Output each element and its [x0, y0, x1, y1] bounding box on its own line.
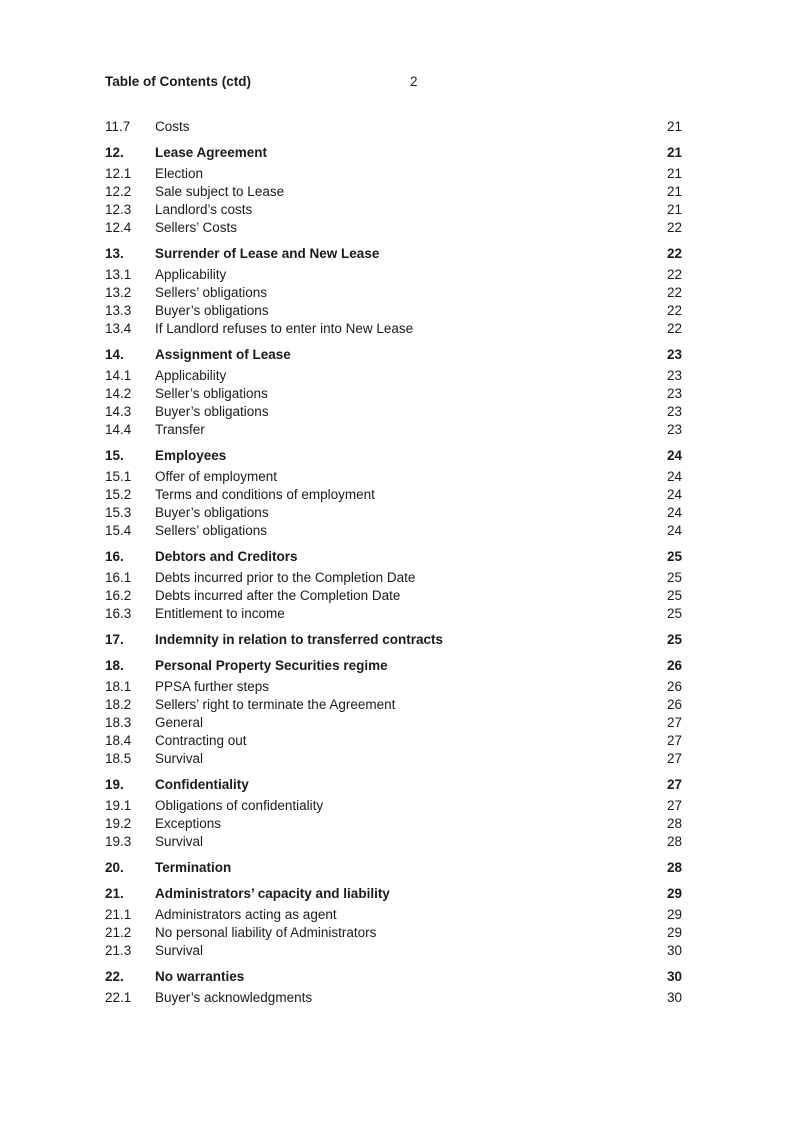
toc-entry [105, 266, 682, 284]
toc-entry-number: 18.4 [105, 733, 132, 748]
toc-section-heading [105, 657, 682, 675]
toc-entry-page: 28 [666, 816, 682, 831]
toc-entry [105, 468, 682, 486]
toc-entry-title: Seller’s obligations [155, 386, 268, 401]
toc-entry-title: No warranties [155, 969, 245, 984]
toc-entry-title: Debts incurred prior to the Completion Date [155, 570, 416, 585]
toc-entry-number: 21.2 [105, 925, 132, 940]
toc-entry [105, 367, 682, 385]
toc-entry [105, 118, 682, 136]
toc-entry-page: 21 [666, 166, 682, 181]
toc-entry-page: 22 [666, 267, 682, 282]
toc-entry-number: 14.3 [105, 404, 132, 419]
toc-entry-page: 22 [666, 285, 682, 300]
toc-entry-title: Sellers’ obligations [155, 523, 268, 538]
toc-section-heading [105, 631, 682, 649]
toc-entry-title: If Landlord refuses to enter into New Lease [155, 321, 414, 336]
toc-section-heading [105, 548, 682, 566]
toc-entry [105, 797, 682, 815]
toc-entry-title: Sellers’ right to terminate the Agreement [155, 697, 396, 712]
toc-entry-title: Entitlement to income [155, 606, 285, 621]
toc-entry-number: 19.1 [105, 798, 132, 813]
toc-entry-title: No personal liability of Administrators [155, 925, 377, 940]
toc-entry-number: 15.4 [105, 523, 132, 538]
toc-entry-number: 11.7 [105, 119, 131, 134]
toc-entry-title: Survival [155, 943, 204, 958]
toc-entry-number: 17. [105, 632, 124, 647]
toc-entry-number: 18.1 [105, 679, 132, 694]
toc-entry-page: 30 [666, 969, 682, 984]
toc-entry-title: Sellers’ obligations [155, 285, 268, 300]
toc-entry-number: 13.1 [105, 267, 132, 282]
toc-entry [105, 504, 682, 522]
toc-entry-page: 23 [666, 368, 682, 383]
toc-entry-title: Applicability [155, 267, 227, 282]
toc-entry-title: Buyer’s obligations [155, 505, 269, 520]
toc-section-heading [105, 968, 682, 986]
toc-entry [105, 320, 682, 338]
toc-entry-number: 13.4 [105, 321, 132, 336]
toc-entry-title: Debtors and Creditors [155, 549, 298, 564]
toc-entry-page: 21 [666, 202, 682, 217]
toc-entry-number: 18.5 [105, 751, 132, 766]
toc-entry-number: 18.3 [105, 715, 132, 730]
toc-entry-number: 13.2 [105, 285, 132, 300]
toc-entry [105, 815, 682, 833]
toc-entry [105, 183, 682, 201]
toc-entry-page: 25 [666, 588, 682, 603]
toc-entry-title: Debts incurred after the Completion Date [155, 588, 401, 603]
toc-entry-title: Employees [155, 448, 227, 463]
toc-entry-title: Terms and conditions of employment [155, 487, 375, 502]
toc-entry-title: Landlord’s costs [155, 202, 253, 217]
toc-entry-title: Lease Agreement [155, 145, 268, 160]
toc-entry [105, 833, 682, 851]
toc-entry [105, 696, 682, 714]
toc-entry-number: 12.2 [105, 184, 132, 199]
toc-entry-title: Survival [155, 751, 204, 766]
toc-entry-number: 14.1 [105, 368, 132, 383]
toc-entry [105, 924, 682, 942]
toc-entry-number: 21.1 [105, 907, 132, 922]
toc-entry [105, 989, 682, 1007]
toc-entry-page: 21 [666, 145, 682, 160]
toc-entry-number: 12.1 [105, 166, 132, 181]
toc-entry-page: 24 [666, 448, 682, 463]
toc-entry-number: 19.2 [105, 816, 132, 831]
toc-entry-title: Offer of employment [155, 469, 278, 484]
toc-section-heading [105, 859, 682, 877]
toc-entry-number: 19.3 [105, 834, 132, 849]
toc-entry-page: 26 [666, 697, 682, 712]
toc-entry-number: 16.1 [105, 570, 132, 585]
toc-entry-title: Personal Property Securities regime [155, 658, 388, 673]
toc-entry-title: Survival [155, 834, 204, 849]
toc-entry [105, 714, 682, 732]
toc-entry-number: 12. [105, 145, 124, 160]
toc-entry-title: Sale subject to Lease [155, 184, 285, 199]
toc-entry-page: 22 [666, 220, 682, 235]
toc-entry-title: Sellers’ Costs [155, 220, 238, 235]
toc-entry-page: 28 [666, 860, 682, 875]
toc-entry-title: Confidentiality [155, 777, 249, 792]
toc-entry [105, 486, 682, 504]
toc-entry-number: 19. [105, 777, 124, 792]
toc-entry-page: 23 [666, 347, 682, 362]
toc-entry-title: Election [155, 166, 204, 181]
toc-entry-page: 27 [666, 777, 682, 792]
toc-entry-number: 12.4 [105, 220, 132, 235]
toc-entry-title: Assignment of Lease [155, 347, 291, 362]
toc-section-heading [105, 346, 682, 364]
toc-entry-title: Transfer [155, 422, 205, 437]
toc-entry-page: 28 [666, 834, 682, 849]
toc-section-heading [105, 447, 682, 465]
toc-entry-title: Buyer’s obligations [155, 303, 269, 318]
toc-entry-page: 23 [666, 386, 682, 401]
toc-entry-page: 24 [666, 469, 682, 484]
toc-entry-number: 14.4 [105, 422, 132, 437]
toc-entry-page: 24 [666, 505, 682, 520]
toc-entry-page: 26 [666, 679, 682, 694]
toc-entry [105, 421, 682, 439]
toc-entry-title: Surrender of Lease and New Lease [155, 246, 380, 261]
toc-entry [105, 750, 682, 768]
toc-entry-title: Applicability [155, 368, 227, 383]
toc-entry-number: 21.3 [105, 943, 132, 958]
toc-entry-page: 30 [666, 990, 682, 1005]
toc-entry [105, 403, 682, 421]
toc-entry-number: 14.2 [105, 386, 132, 401]
toc-entry-page: 22 [666, 246, 682, 261]
toc-entry-number: 22. [105, 969, 124, 984]
toc-entry-number: 15.1 [105, 469, 132, 484]
toc-entry-title: Administrators’ capacity and liability [155, 886, 390, 901]
toc-entry-title: Buyer’s obligations [155, 404, 269, 419]
toc-entry-title: PPSA further steps [155, 679, 270, 694]
toc-entry [105, 284, 682, 302]
toc-entry-page: 29 [666, 886, 682, 901]
toc-list [105, 118, 682, 1007]
toc-entry-page: 23 [666, 422, 682, 437]
toc-section-heading [105, 144, 682, 162]
toc-entry-title: Termination [155, 860, 232, 875]
toc-entry [105, 201, 682, 219]
toc-entry-number: 18. [105, 658, 124, 673]
toc-entry-title: Obligations of confidentiality [155, 798, 324, 813]
toc-entry-number: 13.3 [105, 303, 132, 318]
toc-entry-page: 30 [666, 943, 682, 958]
toc-entry-number: 14. [105, 347, 124, 362]
toc-entry [105, 732, 682, 750]
toc-entry [105, 569, 682, 587]
toc-entry-page: 24 [666, 487, 682, 502]
toc-entry [105, 678, 682, 696]
toc-entry-page: 27 [666, 733, 682, 748]
toc-entry-page: 22 [666, 303, 682, 318]
toc-entry-title: Administrators acting as agent [155, 907, 337, 922]
toc-entry-page: 21 [666, 184, 682, 199]
toc-entry-page: 25 [666, 632, 682, 647]
toc-entry [105, 587, 682, 605]
toc-entry-page: 23 [666, 404, 682, 419]
toc-entry [105, 942, 682, 960]
toc-entry-title: Exceptions [155, 816, 222, 831]
toc-entry-page: 27 [666, 715, 682, 730]
toc-entry-title: Buyer’s acknowledgments [155, 990, 313, 1005]
toc-entry [105, 906, 682, 924]
toc-entry-number: 21. [105, 886, 124, 901]
toc-entry [105, 385, 682, 403]
header-page-number: 2 [410, 74, 418, 89]
toc-entry-page: 22 [666, 321, 682, 336]
toc-entry-title: Costs [155, 119, 190, 134]
toc-entry-number: 15. [105, 448, 124, 463]
toc-entry-number: 12.3 [105, 202, 132, 217]
toc-entry-page: 26 [666, 658, 682, 673]
toc-section-heading [105, 776, 682, 794]
toc-entry [105, 165, 682, 183]
toc-entry-page: 21 [666, 119, 682, 134]
toc-entry-page: 29 [666, 925, 682, 940]
toc-entry-title: Contracting out [155, 733, 247, 748]
toc-entry-number: 16.3 [105, 606, 132, 621]
toc-entry-page: 25 [666, 549, 682, 564]
toc-entry-number: 16. [105, 549, 124, 564]
toc-entry-number: 22.1 [105, 990, 132, 1005]
toc-section-heading [105, 885, 682, 903]
toc-entry-number: 16.2 [105, 588, 132, 603]
toc-entry [105, 219, 682, 237]
toc-entry-page: 29 [666, 907, 682, 922]
toc-entry-number: 18.2 [105, 697, 132, 712]
toc-entry-title: General [155, 715, 204, 730]
toc-entry-page: 25 [666, 570, 682, 585]
toc-entry-number: 15.3 [105, 505, 132, 520]
toc-entry [105, 605, 682, 623]
toc-entry-number: 15.2 [105, 487, 132, 502]
toc-entry-number: 20. [105, 860, 124, 875]
toc-entry-page: 25 [666, 606, 682, 621]
toc-entry-title: Indemnity in relation to transferred contracts [155, 632, 444, 647]
toc-entry-number: 13. [105, 246, 124, 261]
toc-entry-page: 24 [666, 523, 682, 538]
document-header [105, 73, 682, 91]
toc-entry-page: 27 [666, 798, 682, 813]
toc-entry-page: 27 [666, 751, 682, 766]
toc-entry [105, 302, 682, 320]
toc-entry [105, 522, 682, 540]
header-title: Table of Contents (ctd) [105, 74, 251, 89]
toc-section-heading [105, 245, 682, 263]
